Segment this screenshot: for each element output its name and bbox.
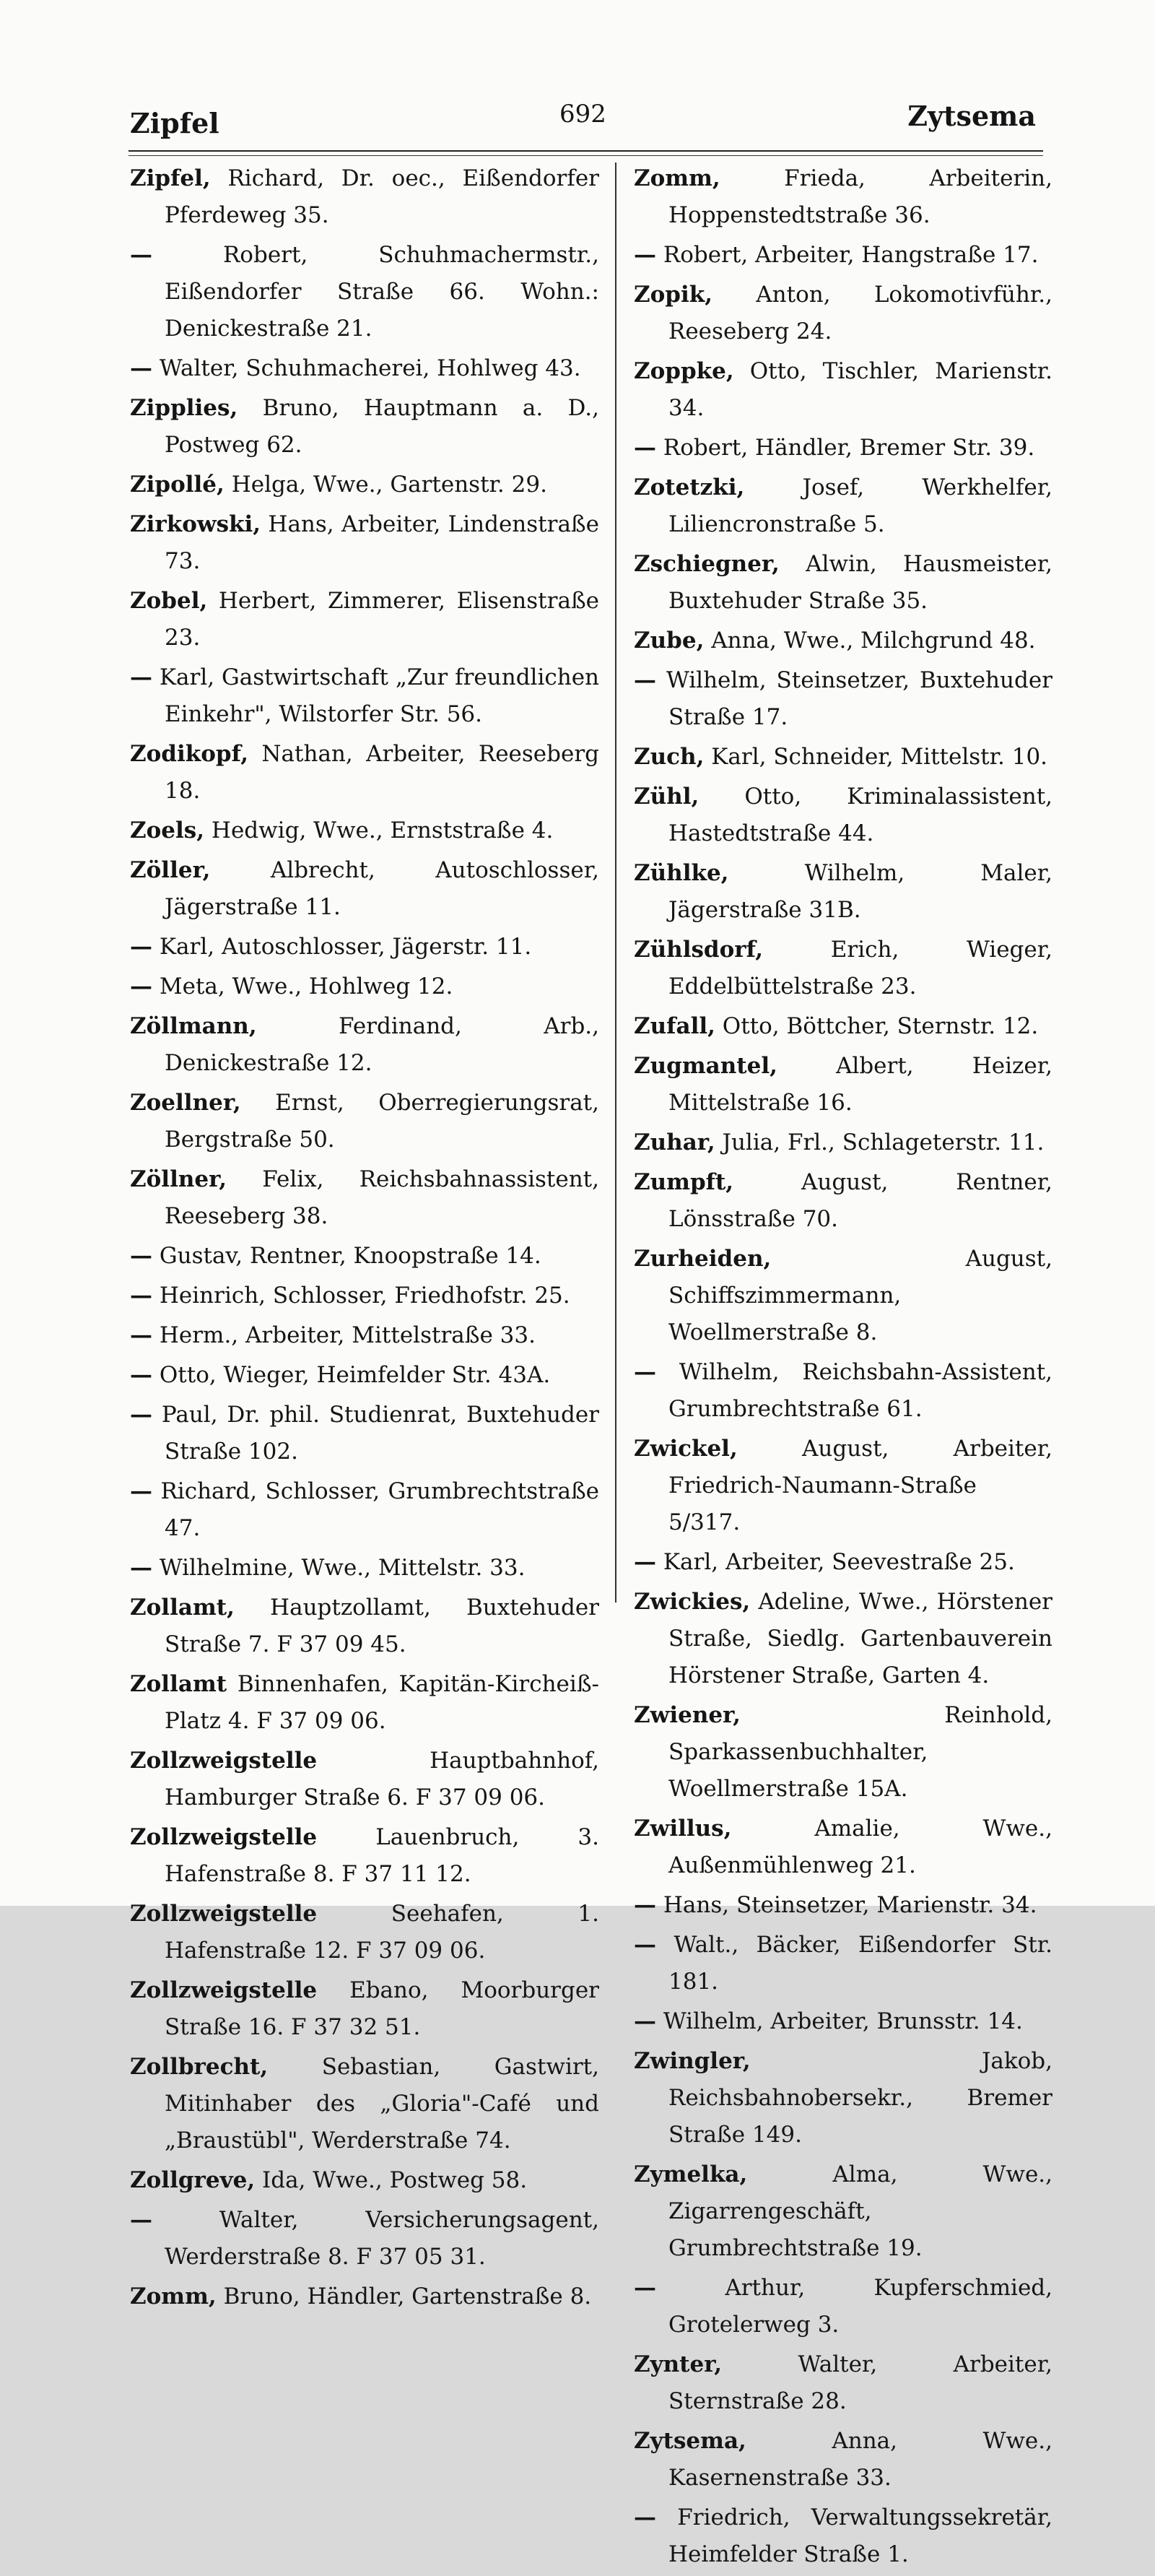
entry-details: Karl, Gastwirtschaft „Zur freundlichen Einkehr", Wilstorfer Str. 56. <box>159 664 600 727</box>
entry-surname: — <box>130 1478 152 1504</box>
directory-entry <box>130 1666 599 1740</box>
entry-surname: Zwingler, <box>634 2048 751 2074</box>
entry-surname: Zwillus, <box>634 1816 732 1842</box>
entry-details: Friedrich, Verwaltungssekretär, Heimfelder Straße 1. <box>668 2505 1052 2567</box>
entry-details: Meta, Wwe., Hohlweg 12. <box>159 973 453 999</box>
entry-details: Otto, Tischler, Marienstr. 34. <box>668 358 1052 421</box>
entry-surname: Zynter, <box>634 2351 723 2377</box>
directory-entry <box>634 2156 1052 2267</box>
entry-surname: Zschiegner, <box>634 551 780 577</box>
entry-surname: — <box>634 2008 656 2034</box>
entry-surname: Zühl, <box>634 784 699 810</box>
entry-details: Robert, Arbeiter, Hangstraße 17. <box>663 242 1039 268</box>
entry-details: Nathan, Arbeiter, Reeseberg 18. <box>165 741 600 804</box>
entry-surname: Zollzweigstelle <box>130 1901 318 1927</box>
entry-surname: Zotetzki, <box>634 474 745 500</box>
entry-details: Otto, Böttcher, Sternstr. 12. <box>722 1013 1039 1039</box>
entry-surname: Zufall, <box>634 1013 715 1039</box>
entry-details: Richard, Schlosser, Grumbrechtstraße 47. <box>160 1478 599 1541</box>
entry-details: Josef, Werkhelfer, Liliencronstraße 5. <box>668 474 1052 537</box>
entry-details: Bruno, Hauptmann a. D., Postweg 62. <box>165 395 599 458</box>
entry-details: Alma, Wwe., Zigarrengeschäft, Grumbrechtstraße 19. <box>668 2161 1053 2261</box>
directory-entry <box>634 2043 1052 2154</box>
directory-entry <box>130 1397 599 1470</box>
directory-entry <box>634 1544 1052 1581</box>
directory-entry <box>130 1357 599 1394</box>
directory-entry <box>634 1354 1052 1428</box>
directory-entry <box>130 659 599 733</box>
entry-details: Hans, Steinsetzer, Marienstr. 34. <box>663 1892 1037 1918</box>
entry-details: Herm., Arbeiter, Mittelstraße 33. <box>159 1322 536 1348</box>
directory-entry <box>130 1008 599 1082</box>
directory-entry <box>634 277 1052 350</box>
directory-entry <box>634 430 1052 467</box>
directory-entry <box>130 583 599 656</box>
entry-surname: Zuch, <box>634 744 705 770</box>
entry-surname: Zollbrecht, <box>130 2054 269 2080</box>
entry-surname: Zumpft, <box>634 1169 734 1195</box>
directory-entry <box>130 1590 599 1663</box>
entry-details: Robert, Schuhmachermstr., Eißendorfer Straße 66. Wohn.: Denickestraße 21. <box>165 242 599 342</box>
directory-entry <box>634 1584 1052 1694</box>
entry-details: Adeline, Wwe., Hörstener Straße, Siedlg. Gartenbauverein Hörstener Straße, Garten 4. <box>668 1589 1052 1688</box>
entry-details: Erich, Wieger, Eddelbüttelstraße 23. <box>668 937 1052 999</box>
entry-details: Albrecht, Autoschlosser, Jägerstraße 11. <box>165 857 599 920</box>
entry-details: Helga, Wwe., Gartenstr. 29. <box>231 472 547 498</box>
header-left-keyword: Zipfel <box>130 107 219 139</box>
directory-entry <box>634 237 1052 274</box>
directory-entry <box>634 469 1052 543</box>
entry-details: Richard, Dr. oec., Eißendorfer Pferdeweg 35. <box>165 165 599 228</box>
entry-surname: — <box>130 934 152 960</box>
directory-entry <box>130 1896 599 1969</box>
entry-surname: — <box>130 1555 152 1581</box>
entry-surname: Zollzweigstelle <box>130 1748 318 1774</box>
entry-details: Arthur, Kupferschmied, Grotelerweg 3. <box>668 2275 1052 2338</box>
entry-details: Heinrich, Schlosser, Friedhofstr. 25. <box>159 1283 570 1309</box>
entry-details: Jakob, Reichsbahnobersekr., Bremer Straße 149. <box>668 2048 1052 2148</box>
page-number: 692 <box>559 100 606 129</box>
entry-details: Wilhelm, Reichsbahn-Assistent, Grumbrechtstraße 61. <box>668 1359 1053 1422</box>
entry-surname: Zomm, <box>130 2284 217 2310</box>
directory-entry <box>634 623 1052 659</box>
directory-entry <box>634 1164 1052 1238</box>
directory-entry <box>130 1473 599 1547</box>
directory-entry <box>130 390 599 464</box>
entry-details: Hauptzollamt, Buxtehuder Straße 7. F 37 09 45. <box>165 1595 599 1657</box>
directory-entry <box>130 2202 599 2276</box>
entry-details: Wilhelmine, Wwe., Mittelstr. 33. <box>159 1555 526 1581</box>
entry-details: Anna, Wwe., Kasernenstraße 33. <box>668 2428 1052 2491</box>
directory-entry <box>130 1238 599 1275</box>
entry-surname: — <box>634 2275 656 2301</box>
directory-entry <box>634 2423 1052 2497</box>
entry-surname: Zobel, <box>130 588 208 614</box>
directory-entry <box>130 736 599 810</box>
directory-entry <box>634 1697 1052 1808</box>
entry-details: Karl, Schneider, Mittelstr. 10. <box>711 744 1048 770</box>
entry-surname: — <box>634 242 656 268</box>
entry-details: Walt., Bäcker, Eißendorfer Str. 181. <box>668 1932 1052 1995</box>
entry-details: Walter, Versicherungsagent, Werderstraße 8. F 37 05 31. <box>165 2207 599 2270</box>
entry-details: Frieda, Arbeiterin, Hoppenstedtstraße 36. <box>668 165 1052 228</box>
directory-entry <box>634 546 1052 620</box>
entry-surname: Zollamt <box>130 1671 227 1697</box>
entry-surname: — <box>130 973 152 999</box>
entry-surname: Zirkowski, <box>130 511 261 537</box>
entry-details: Lauenbruch, 3. Hafenstraße 8. F 37 11 12. <box>165 1824 599 1887</box>
entry-surname: Zoellner, <box>130 1090 241 1116</box>
entry-surname: — <box>634 1892 656 1918</box>
entry-details: Gustav, Rentner, Knoopstraße 14. <box>159 1243 541 1269</box>
entry-details: Ebano, Moorburger Straße 16. F 37 32 51. <box>165 1977 599 2040</box>
directory-entry <box>130 1085 599 1158</box>
entry-surname: — <box>634 1549 656 1575</box>
directory-entry <box>130 968 599 1005</box>
entry-surname: Zodikopf, <box>130 741 249 767</box>
entry-surname: — <box>634 2505 656 2531</box>
directory-entry <box>130 350 599 387</box>
entry-details: Herbert, Zimmerer, Elisenstraße 23. <box>165 588 599 651</box>
entry-surname: Zipfel, <box>130 165 211 191</box>
directory-entry <box>130 1317 599 1354</box>
directory-entry <box>130 2278 599 2315</box>
directory-entry <box>130 1972 599 2046</box>
entry-details: Robert, Händler, Bremer Str. 39. <box>663 435 1035 461</box>
directory-entry <box>634 855 1052 929</box>
entry-details: Hans, Arbeiter, Lindenstraße 73. <box>165 511 599 574</box>
entry-surname: Zwickies, <box>634 1589 751 1615</box>
entry-details: Ida, Wwe., Postweg 58. <box>261 2167 528 2193</box>
entry-surname: Zöller, <box>130 857 211 883</box>
entry-surname: Zube, <box>634 628 705 654</box>
entry-details: Seehafen, 1. Hafenstraße 12. F 37 09 06. <box>165 1901 599 1964</box>
entry-surname: Zytsema, <box>634 2428 746 2454</box>
entry-surname: Zollamt, <box>130 1595 235 1621</box>
entry-details: August, Schiffszimmermann, Woellmerstraße 8. <box>668 1246 1052 1345</box>
entry-surname: — <box>130 242 152 268</box>
entry-surname: Zopik, <box>634 282 713 308</box>
directory-entry <box>634 739 1052 776</box>
entry-surname: Zwiener, <box>634 1702 741 1728</box>
entry-details: Bruno, Händler, Gartenstraße 8. <box>223 2284 592 2310</box>
entry-surname: Zugmantel, <box>634 1053 777 1079</box>
entry-surname: — <box>130 1362 152 1388</box>
entry-surname: Zöllner, <box>130 1166 227 1192</box>
entry-surname: Zollgreve, <box>130 2167 256 2193</box>
column-divider <box>615 162 616 1603</box>
directory-entry <box>634 1241 1052 1351</box>
directory-entry <box>634 1008 1052 1045</box>
directory-entry <box>634 1124 1052 1161</box>
entry-surname: Zollzweigstelle <box>130 1824 318 1850</box>
entry-details: Otto, Wieger, Heimfelder Str. 43A. <box>159 1362 551 1388</box>
directory-entry <box>130 1743 599 1816</box>
entry-details: Binnenhafen, Kapitän-Kircheiß-Platz 4. F 37 09 06. <box>165 1671 599 1734</box>
entry-details: Felix, Reichsbahnassistent, Reeseberg 38. <box>165 1166 599 1229</box>
directory-entry <box>130 1278 599 1314</box>
left-column <box>130 160 599 2318</box>
entry-surname: Zomm, <box>634 165 720 191</box>
directory-entry <box>130 237 599 347</box>
entry-surname: Zöllmann, <box>130 1013 257 1039</box>
entry-surname: Zurheiden, <box>634 1246 772 1272</box>
entry-details: Walter, Schuhmacherei, Hohlweg 43. <box>159 355 581 381</box>
directory-entry <box>130 2162 599 2199</box>
directory-entry <box>130 1161 599 1235</box>
directory-entry <box>130 467 599 503</box>
entry-surname: — <box>130 1322 152 1348</box>
directory-entry <box>634 2346 1052 2420</box>
entry-surname: Zipplies, <box>130 395 238 421</box>
entry-details: Otto, Kriminalassistent, Hastedtstraße 44. <box>668 784 1053 846</box>
entry-surname: Zühlsdorf, <box>634 937 764 963</box>
directory-entry <box>634 1927 1052 2000</box>
entry-details: Hauptbahnhof, Hamburger Straße 6. F 37 09 06. <box>165 1748 599 1810</box>
entry-surname: — <box>130 1243 152 1269</box>
directory-entry <box>634 932 1052 1005</box>
entry-details: Ernst, Oberregierungsrat, Bergstraße 50. <box>165 1090 599 1153</box>
entry-surname: — <box>130 1283 152 1309</box>
entry-surname: — <box>634 435 656 461</box>
entry-details: Hedwig, Wwe., Ernststraße 4. <box>211 818 554 844</box>
directory-entry <box>130 160 599 234</box>
entry-details: Wilhelm, Steinsetzer, Buxtehuder Straße 17. <box>666 667 1052 730</box>
entry-surname: Zuhar, <box>634 1129 715 1155</box>
entry-surname: Zollzweigstelle <box>130 1977 318 2003</box>
entry-details: August, Rentner, Lönsstraße 70. <box>668 1169 1052 1232</box>
entry-details: Anna, Wwe., Milchgrund 48. <box>711 628 1036 654</box>
entry-surname: — <box>130 1402 152 1428</box>
right-column <box>634 160 1052 2576</box>
entry-details: Wilhelm, Arbeiter, Brunsstr. 14. <box>663 2008 1023 2034</box>
entry-surname: Zwickel, <box>634 1436 738 1462</box>
directory-entry <box>634 2499 1052 2573</box>
directory-entry <box>634 662 1052 736</box>
directory-entry <box>130 2049 599 2159</box>
directory-entry <box>634 160 1052 234</box>
header-rule <box>128 150 1043 152</box>
entry-details: Ferdinand, Arb., Denickestraße 12. <box>165 1013 599 1076</box>
entry-details: Albert, Heizer, Mittelstraße 16. <box>668 1053 1052 1116</box>
directory-entry <box>634 2003 1052 2040</box>
header-right-keyword: Zytsema <box>907 100 1036 132</box>
entry-details: Walter, Arbeiter, Sternstraße 28. <box>668 2351 1053 2414</box>
entry-surname: Zoppke, <box>634 358 734 384</box>
entry-surname: Zühlke, <box>634 860 729 886</box>
entry-details: Alwin, Hausmeister, Buxtehuder Straße 35. <box>668 551 1052 614</box>
entry-details: Reinhold, Sparkassenbuchhalter, Woellmerstraße 15A. <box>668 1702 1052 1802</box>
header-rule-double <box>128 155 1043 156</box>
entry-details: Paul, Dr. phil. Studienrat, Buxtehuder Straße 102. <box>161 1402 600 1465</box>
entry-details: August, Arbeiter, Friedrich-Naumann-Straße 5/317. <box>668 1436 1052 1535</box>
entry-surname: — <box>634 667 656 693</box>
directory-entry <box>634 2270 1052 2343</box>
entry-surname: Zymelka, <box>634 2161 748 2187</box>
entry-details: Amalie, Wwe., Außenmühlenweg 21. <box>668 1816 1052 1878</box>
entry-surname: — <box>130 2207 152 2233</box>
directory-entry <box>634 353 1052 427</box>
entry-details: Sebastian, Gastwirt, Mitinhaber des „Gloria"-Café und „Braustübl", Werderstraße 74. <box>165 2054 599 2154</box>
directory-entry <box>634 1810 1052 1884</box>
entry-surname: Zoels, <box>130 818 205 844</box>
entry-surname: — <box>130 664 152 690</box>
directory-entry <box>130 506 599 580</box>
directory-entry <box>634 1431 1052 1541</box>
entry-details: Julia, Frl., Schlageterstr. 11. <box>722 1129 1045 1155</box>
entry-surname: — <box>634 1932 656 1958</box>
entry-details: Karl, Autoschlosser, Jägerstr. 11. <box>159 934 532 960</box>
entry-surname: — <box>634 1359 656 1385</box>
entry-details: Wilhelm, Maler, Jägerstraße 31B. <box>668 860 1053 923</box>
entry-details: Anton, Lokomotivführ., Reeseberg 24. <box>668 282 1052 344</box>
directory-entry <box>130 1819 599 1893</box>
entry-surname: — <box>130 355 152 381</box>
directory-entry <box>634 1048 1052 1122</box>
entry-surname: Zipollé, <box>130 472 225 498</box>
entry-details: Karl, Arbeiter, Seevestraße 25. <box>663 1549 1015 1575</box>
directory-entry <box>130 812 599 849</box>
running-head <box>130 100 1036 143</box>
directory-entry <box>130 929 599 966</box>
directory-entry <box>634 779 1052 852</box>
directory-entry <box>130 852 599 926</box>
directory-entry <box>130 1550 599 1587</box>
